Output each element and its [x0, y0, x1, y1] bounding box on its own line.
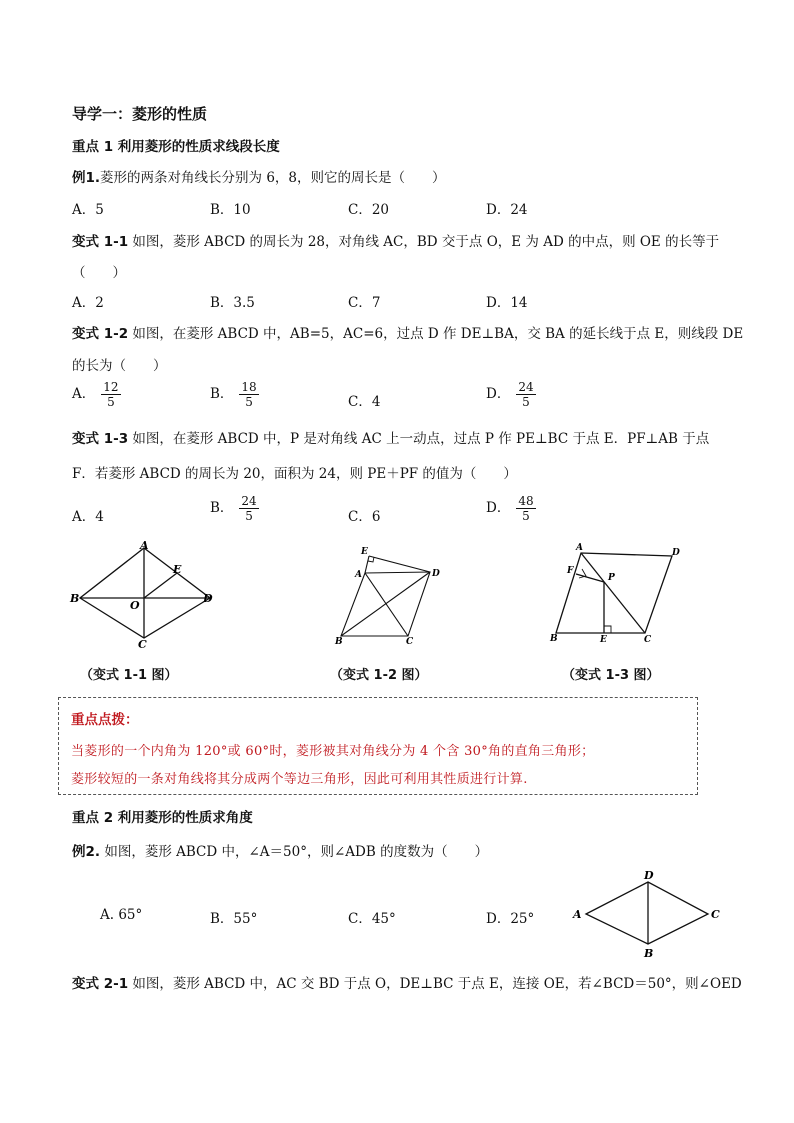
fig1-label-a: A — [140, 539, 149, 552]
fig3-rhombus — [556, 553, 672, 633]
v12-label: 变式 1-2 — [72, 326, 129, 342]
v12-option-b: B． $\frac{18}{5}$ — [210, 380, 257, 409]
v11-option-d: D．14 — [486, 295, 528, 311]
v12-option-d-fraction: $\frac{24}{5}$ — [518, 380, 534, 409]
fig2-diagonal-ac — [365, 573, 408, 636]
v13-option-b-fraction: $\frac{24}{5}$ — [241, 494, 257, 523]
fig1-segment-oe — [144, 573, 177, 598]
fig1-label-o: O — [130, 599, 140, 612]
ex1-question — [72, 166, 446, 186]
v11-text: 如图，菱形 ABCD 的周长为 28，对角线 AC，BD 交于点 O，E 为 AD 的中点，则 OE 的长等于 — [128, 234, 720, 250]
ex1-option-c: C．20 — [348, 202, 390, 218]
fig-ex2-label-b: B — [644, 947, 654, 960]
fig3-label-e: E — [600, 635, 607, 645]
v21-question — [72, 972, 742, 992]
v13-option-a: A．4 — [72, 509, 104, 525]
figure-v12 — [328, 540, 448, 650]
figure-v11-caption: （变式 1-1 图） — [80, 668, 178, 683]
v12-option-c: C．4 — [348, 394, 381, 410]
v21-label: 变式 2-1 — [72, 976, 129, 992]
fig2-label-d: D — [432, 569, 440, 579]
figure-v11 — [64, 538, 224, 650]
v11-blank: （ ） — [72, 265, 126, 281]
ex1-option-a: A．5 — [72, 202, 104, 218]
fig3-label-c: C — [644, 635, 652, 645]
fig1-label-b: B — [70, 592, 80, 605]
ex1-text: 菱形的两条对角线长分别为 6，8，则它的周长是（ ） — [100, 170, 446, 186]
fig2-extension-ba — [365, 556, 369, 573]
v13-text: 如图，在菱形 ABCD 中，P 是对角线 AC 上一动点，过点 P 作 PE⊥BC 于点 E．PF⊥AB 于点 — [128, 431, 710, 447]
fig3-label-p: P — [608, 573, 615, 583]
v13-option-b: B． $\frac{24}{5}$ — [210, 494, 257, 523]
section-title: 导学一：菱形的性质 — [72, 105, 208, 123]
v12-option-b-fraction: $\frac{18}{5}$ — [241, 380, 257, 409]
fig2-label-b: B — [335, 637, 343, 647]
fig2-label-c: C — [406, 637, 414, 647]
fig2-label-a: A — [355, 570, 362, 580]
ex2-option-b: B．55° — [210, 911, 258, 927]
ex1-option-b: B．10 — [210, 202, 251, 218]
v11-option-b: B．3.5 — [210, 295, 255, 311]
fig2-diagonal-bd — [341, 572, 430, 636]
figure-ex2 — [568, 868, 728, 960]
fig1-label-e: E — [173, 563, 182, 576]
ex2-option-d: D．25° — [486, 911, 535, 927]
fig3-right-angle-e — [604, 626, 611, 633]
v13-option-c: C．6 — [348, 509, 381, 525]
ex2-text: 如图，菱形 ABCD 中，∠A＝50°，则∠ADB 的度数为（ ） — [100, 844, 489, 860]
key-tip-title: 重点点拨： — [71, 712, 139, 728]
v11-option-a: A．2 — [72, 295, 104, 311]
v12-text: 如图，在菱形 ABCD 中，AB=5，AC=6，过点 D 作 DE⊥BA，交 BA 的延长线于点 E，则线段 DE — [128, 326, 744, 342]
ex1-option-d: D．24 — [486, 202, 528, 218]
v13-option-d-fraction: $\frac{48}{5}$ — [518, 494, 534, 523]
v13-question — [72, 427, 709, 447]
fig-ex2-label-a: A — [573, 908, 582, 921]
fig3-label-f: F — [567, 566, 574, 576]
v11-label: 变式 1-1 — [72, 234, 129, 250]
v13-option-d: D． $\frac{48}{5}$ — [486, 494, 534, 523]
v12-option-a: A． $\frac{12}{5}$ — [72, 380, 119, 409]
ex2-option-c: C．45° — [348, 911, 396, 927]
fig3-label-b: B — [550, 634, 558, 644]
figure-v13-caption: （变式 1-3 图） — [562, 668, 660, 683]
v13-label: 变式 1-3 — [72, 431, 129, 447]
fig3-label-a: A — [576, 543, 583, 553]
fig3-right-angle-f — [579, 569, 586, 578]
ex1-label: 例1. — [72, 170, 101, 186]
figure-v12-caption: （变式 1-2 图） — [330, 668, 428, 683]
point1-title: 重点 1 利用菱形的性质求线段长度 — [72, 139, 280, 155]
fig2-segment-de — [369, 556, 430, 572]
key-tip-box — [58, 697, 698, 795]
fig-ex2-label-c: C — [711, 908, 720, 921]
ex2-option-a: A. 65° — [100, 907, 143, 923]
v11-option-c: C．7 — [348, 295, 381, 311]
key-tip-line-1: 当菱形的一个内角为 120°或 60°时，菱形被其对角线分为 4 个含 30°角的直角三角形； — [71, 744, 595, 759]
v21-text: 如图，菱形 ABCD 中，AC 交 BD 于点 O，DE⊥BC 于点 E，连接 OE，若∠BCD＝50°，则∠OED — [128, 976, 742, 992]
fig-ex2-rhombus — [586, 882, 708, 944]
v12-option-a-fraction: $\frac{12}{5}$ — [103, 380, 119, 409]
fig3-label-d: D — [672, 548, 680, 558]
ex2-question — [72, 840, 488, 860]
v12-option-d: D． $\frac{24}{5}$ — [486, 380, 534, 409]
fig3-diagonal-ac — [581, 553, 645, 633]
fig1-rhombus — [80, 548, 210, 638]
v13-question-cont: F．若菱形 ABCD 的周长为 20，面积为 24，则 PE＋PF 的值为（ ） — [72, 466, 517, 482]
v11-question — [72, 230, 719, 250]
fig2-label-e: E — [361, 547, 368, 557]
point2-title: 重点 2 利用菱形的性质求角度 — [72, 810, 253, 826]
ex2-label: 例2. — [72, 844, 101, 860]
fig1-label-d: D — [203, 592, 213, 605]
v12-question-cont: 的长为（ ） — [72, 358, 167, 374]
fig-ex2-label-d: D — [644, 869, 654, 882]
v12-question — [72, 322, 743, 342]
key-tip-line-2: 菱形较短的一条对角线将其分成两个等边三角形，因此可利用其性质进行计算. — [71, 772, 528, 787]
figure-v13 — [540, 538, 690, 650]
fig1-label-c: C — [138, 638, 147, 650]
